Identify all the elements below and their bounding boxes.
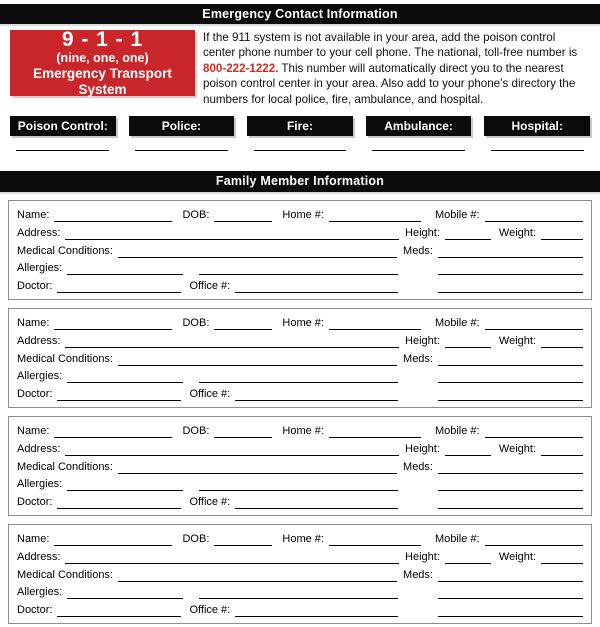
mobile-phone-write-line [485,329,583,330]
badge-911-caption: Emergency Transport System [33,66,172,97]
intro-text-before: If the 911 system is not available in your area, add the poison control center phone number to your cell phone. The national, toll-free number is [203,31,578,60]
family-member-card [8,416,592,516]
allergies-label: Allergies: [17,262,63,275]
dob-label: DOB: [182,208,210,221]
doctor-label: Doctor: [17,496,53,509]
weight-write-line [541,347,583,348]
height-write-line [445,563,491,564]
emergency-section-header: Emergency Contact Information [0,4,600,24]
contact-label-police: Police: [129,116,235,136]
home-phone-write-line [329,437,421,438]
member-row-doctor [17,493,583,510]
weight-label: Weight: [498,550,536,563]
meds-continuation-line-2 [438,292,583,293]
allergies-write-line [67,274,183,275]
name-label: Name: [17,316,50,329]
police-write-line [135,150,228,151]
doctor-label: Doctor: [17,280,53,293]
member-row-allergies [17,367,583,384]
mobile-phone-write-line [485,545,583,546]
meds-continuation-line-2 [438,616,583,617]
badge-911 [10,30,195,96]
dob-label: DOB: [182,424,210,437]
dob-write-line [214,329,272,330]
contact-line-slot [129,150,235,151]
doctor-write-line [57,400,181,401]
contact-label-ambulance: Ambulance: [366,116,472,136]
mobile-phone-write-line [485,221,583,222]
allergies-label: Allergies: [17,478,63,491]
badge-911-number: 9 - 1 - 1 [61,28,144,51]
address-write-line [65,347,399,348]
poison-control-phone-number: 800-222-1222. [203,61,279,75]
member-row-address [17,548,583,565]
intro-paragraph [203,30,590,107]
member-row-address [17,224,583,241]
allergies-continuation-line [199,274,398,275]
medical-conditions-write-line [118,365,397,366]
member-row-allergies [17,583,583,600]
allergies-label: Allergies: [17,586,63,599]
office-phone-write-line [235,292,398,293]
medical-conditions-label: Medical Conditions: [17,244,113,257]
name-write-line [54,221,172,222]
home-phone-label: Home #: [282,532,324,545]
height-label: Height: [405,226,440,239]
member-row-name [17,422,583,439]
mobile-phone-label: Mobile #: [434,316,480,329]
allergies-write-line [67,490,183,491]
member-row-medical [17,566,583,583]
address-write-line [65,455,399,456]
dob-write-line [214,437,272,438]
home-phone-write-line [329,329,421,330]
hospital-write-line [491,150,584,151]
medical-conditions-write-line [118,473,397,474]
emergency-contacts-row [10,116,590,136]
member-row-address [17,332,583,349]
meds-write-line [438,257,583,258]
address-label: Address: [17,550,61,563]
height-write-line [445,239,491,240]
home-phone-write-line [329,545,421,546]
member-row-doctor [17,385,583,402]
name-label: Name: [17,424,50,437]
height-label: Height: [405,334,440,347]
weight-label: Weight: [498,442,536,455]
doctor-write-line [57,508,181,509]
weight-label: Weight: [498,226,536,239]
height-label: Height: [405,550,440,563]
badge-911-subtitle: (nine, one, one) [56,51,149,65]
mobile-phone-label: Mobile #: [434,208,480,221]
mobile-phone-label: Mobile #: [434,532,480,545]
meds-continuation-line-1 [438,382,583,383]
doctor-write-line [57,616,181,617]
member-row-name [17,206,583,223]
name-write-line [54,329,172,330]
member-row-doctor [17,601,583,618]
meds-label: Meds: [403,352,433,365]
emergency-contacts-write-lines [10,150,590,151]
member-row-name [17,314,583,331]
address-label: Address: [17,442,61,455]
name-label: Name: [17,208,50,221]
contact-label-hospital: Hospital: [484,116,590,136]
allergies-continuation-line [199,382,398,383]
home-phone-label: Home #: [282,424,324,437]
family-member-card [8,200,592,300]
meds-write-line [438,581,583,582]
family-member-card [8,308,592,408]
doctor-write-line [57,292,181,293]
intro-text-after: This number will automatically direct you to the nearest poison control center in your area. Also add to your phone’s directory the numbers for local police, fire, ambulance, and hospital. [203,61,576,106]
mobile-phone-write-line [485,437,583,438]
meds-continuation-line-1 [438,598,583,599]
office-phone-label: Office #: [189,280,231,293]
member-row-medical [17,350,583,367]
dob-write-line [214,221,272,222]
dob-label: DOB: [182,316,210,329]
allergies-write-line [67,598,183,599]
medical-conditions-label: Medical Conditions: [17,460,113,473]
medical-conditions-write-line [118,257,397,258]
allergies-write-line [67,382,183,383]
office-phone-write-line [235,508,398,509]
intro-section [10,30,590,107]
meds-label: Meds: [403,244,433,257]
contact-label-poison-control: Poison Control: [10,116,116,136]
member-row-doctor [17,277,583,294]
weight-write-line [541,455,583,456]
member-row-address [17,440,583,457]
home-phone-write-line [329,221,421,222]
home-phone-label: Home #: [282,208,324,221]
meds-continuation-line-2 [438,400,583,401]
meds-label: Meds: [403,568,433,581]
address-write-line [65,563,399,564]
meds-write-line [438,365,583,366]
home-phone-label: Home #: [282,316,324,329]
member-row-allergies [17,259,583,276]
allergies-label: Allergies: [17,370,63,383]
contact-line-slot [10,150,116,151]
meds-write-line [438,473,583,474]
fire-write-line [254,150,347,151]
office-phone-write-line [235,616,398,617]
meds-continuation-line-2 [438,508,583,509]
dob-write-line [214,545,272,546]
office-phone-label: Office #: [189,604,231,617]
member-row-allergies [17,475,583,492]
contact-label-fire: Fire: [247,116,353,136]
meds-continuation-line-1 [438,274,583,275]
dob-label: DOB: [182,532,210,545]
allergies-continuation-line [199,490,398,491]
height-write-line [445,347,491,348]
doctor-label: Doctor: [17,388,53,401]
name-label: Name: [17,532,50,545]
member-row-name [17,530,583,547]
family-member-card [8,524,592,624]
weight-write-line [541,239,583,240]
member-row-medical [17,242,583,259]
weight-write-line [541,563,583,564]
meds-continuation-line-1 [438,490,583,491]
weight-label: Weight: [498,334,536,347]
family-members-list [0,200,600,624]
mobile-phone-label: Mobile #: [434,424,480,437]
name-write-line [54,545,172,546]
poison-control-write-line [16,150,109,151]
medical-conditions-label: Medical Conditions: [17,352,113,365]
family-section-header: Family Member Information [0,171,600,192]
ambulance-write-line [372,150,465,151]
height-write-line [445,455,491,456]
member-row-medical [17,458,583,475]
address-label: Address: [17,334,61,347]
page-root [0,4,600,627]
medical-conditions-write-line [118,581,397,582]
meds-label: Meds: [403,460,433,473]
contact-line-slot [247,150,353,151]
height-label: Height: [405,442,440,455]
name-write-line [54,437,172,438]
contact-line-slot [366,150,472,151]
address-write-line [65,239,399,240]
office-phone-write-line [235,400,398,401]
address-label: Address: [17,226,61,239]
doctor-label: Doctor: [17,604,53,617]
office-phone-label: Office #: [189,496,231,509]
contact-line-slot [484,150,590,151]
allergies-continuation-line [199,598,398,599]
office-phone-label: Office #: [189,388,231,401]
medical-conditions-label: Medical Conditions: [17,568,113,581]
